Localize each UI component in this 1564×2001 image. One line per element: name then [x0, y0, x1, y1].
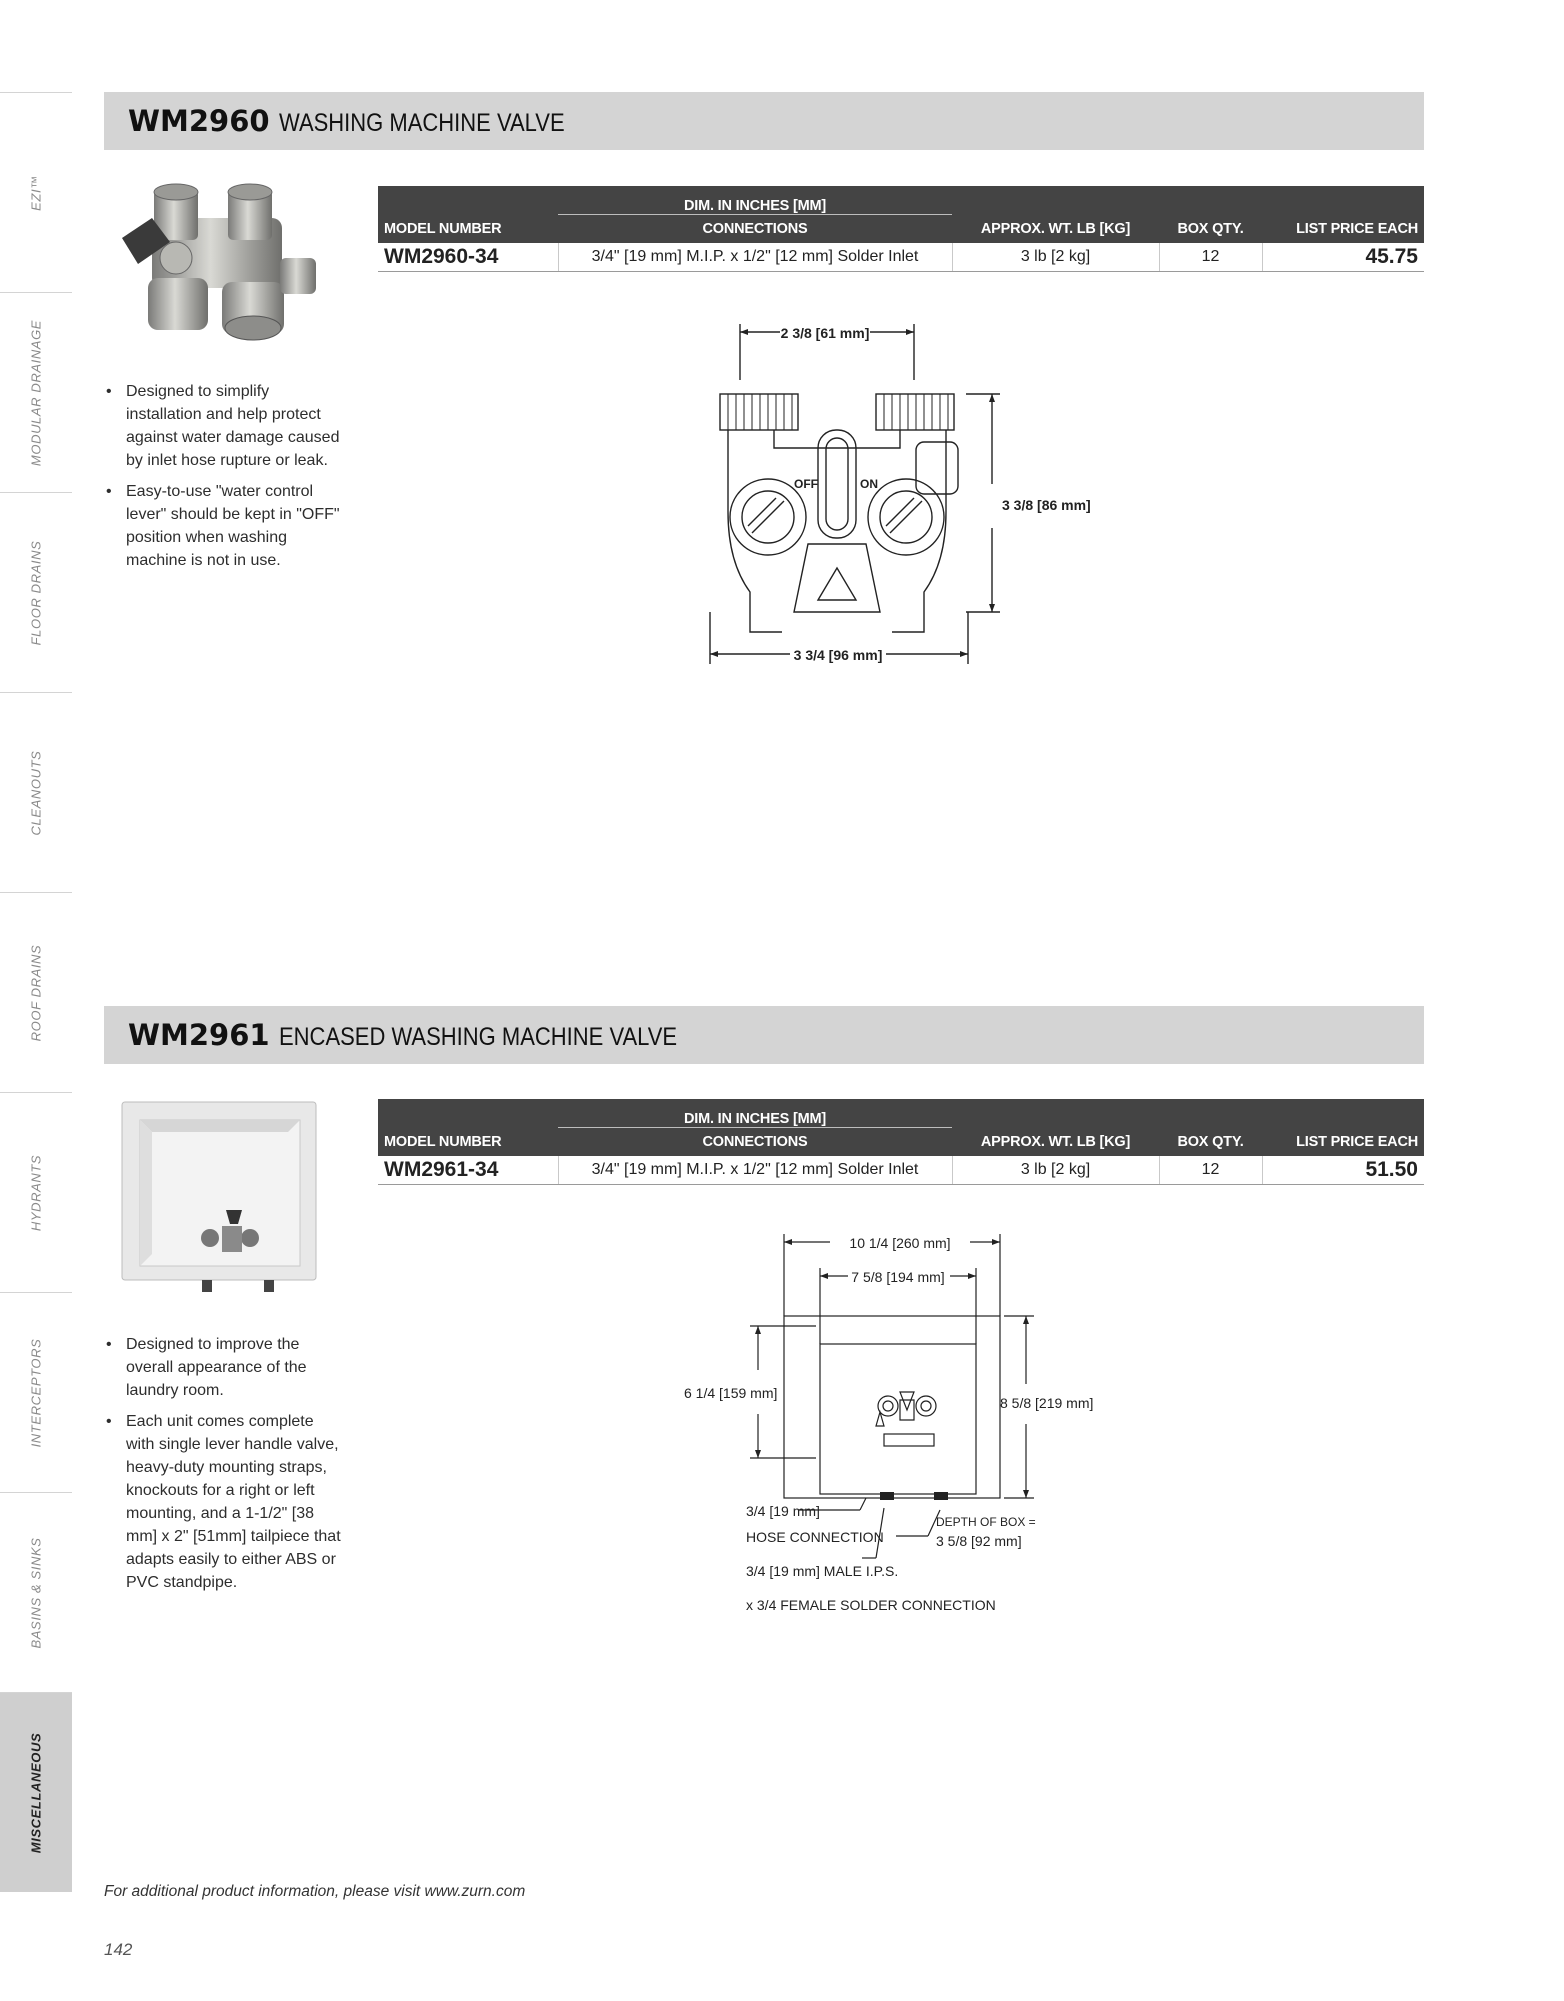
weight-cell: 3 lb [2 kg]: [952, 1156, 1159, 1185]
price-cell: 45.75: [1262, 243, 1424, 272]
feature-item: • Designed to simplify installation and help protect against water damage caused by inlet hose rupture or leak.: [102, 380, 342, 472]
table-header-box-qty: BOX QTY.: [1159, 1128, 1262, 1157]
dimension-label: 3/4 [19 mm]: [746, 1503, 820, 1519]
dimension-drawing-wm2960: [690, 312, 1110, 692]
side-tab-miscellaneous[interactable]: [0, 1692, 72, 1892]
table-header-dim: DIM. IN INCHES [MM]: [558, 1099, 952, 1128]
side-tab-floor-drains[interactable]: [0, 492, 72, 692]
male-ips-label: 3/4 [19 mm] MALE I.P.S.: [746, 1563, 899, 1579]
feature-list-wm2960: [102, 380, 342, 580]
table-header-weight: APPROX. WT. LB [KG]: [952, 215, 1159, 244]
side-tab-label: HYDRANTS: [28, 1154, 44, 1231]
hose-connection-label: HOSE CONNECTION: [746, 1529, 884, 1545]
table-header-connections: CONNECTIONS: [558, 1128, 952, 1157]
side-tab-label: BASINS & SINKS: [28, 1537, 44, 1648]
side-tab-label: ROOF DRAINS: [28, 944, 44, 1041]
side-tab-modular-drainage[interactable]: [0, 292, 72, 492]
dimension-label: 10 1/4 [260 mm]: [849, 1235, 951, 1251]
section-header-wm2960: [104, 92, 1424, 150]
section-model: WM2961: [128, 1018, 270, 1052]
depth-label: DEPTH OF BOX =: [936, 1515, 1036, 1529]
side-tab-interceptors[interactable]: [0, 1292, 72, 1492]
price-cell: 51.50: [1262, 1156, 1424, 1185]
connections-cell: 3/4" [19 mm] M.I.P. x 1/2" [12 mm] Solder Inlet: [558, 1156, 952, 1185]
side-tab-label: EZI™: [28, 174, 44, 211]
side-tab-cleanouts[interactable]: [0, 692, 72, 892]
dimension-label: 3 3/8 [86 mm]: [1002, 497, 1091, 513]
table-header-weight: APPROX. WT. LB [KG]: [952, 1128, 1159, 1157]
table-row: [378, 1156, 1424, 1185]
box-qty-cell: 12: [1159, 243, 1262, 272]
connections-cell: 3/4" [19 mm] M.I.P. x 1/2" [12 mm] Solder Inlet: [558, 243, 952, 272]
side-tab-label: MISCELLANEOUS: [28, 1732, 44, 1853]
dimension-drawing-wm2961: [680, 1220, 1120, 1630]
dimension-label: 7 5/8 [194 mm]: [851, 1269, 945, 1285]
side-tab-label: CLEANOUTS: [28, 750, 44, 835]
depth-value: 3 5/8 [92 mm]: [936, 1533, 1022, 1549]
dimension-label: 6 1/4 [159 mm]: [684, 1385, 778, 1401]
product-photo-wm2960: [112, 178, 324, 348]
side-tab-label: MODULAR DRAINAGE: [28, 319, 44, 466]
section-title: WASHING MACHINE VALVE: [278, 108, 565, 137]
weight-cell: 3 lb [2 kg]: [952, 243, 1159, 272]
feature-item: • Each unit comes complete with single lever handle valve, heavy-duty mounting straps, knockouts for a right or left mounting, and a 1-1/2" [38 mm] x 2" [51mm] tailpiece that adapts easily to either ABS or PVC standpipe.: [102, 1410, 342, 1594]
dimension-label: 2 3/8 [61 mm]: [780, 325, 870, 341]
table-header-box-qty: BOX QTY.: [1159, 215, 1262, 244]
side-navigation: [0, 92, 72, 1892]
side-tab-ezi[interactable]: [0, 92, 72, 292]
valve-on-label: ON: [860, 477, 878, 491]
model-number-cell: WM2961-34: [378, 1156, 558, 1185]
footer-note: For additional product information, please visit www.zurn.com: [104, 1883, 526, 1900]
section-header-wm2961: [104, 1006, 1424, 1064]
product-photo-wm2961: [118, 1098, 320, 1298]
spec-table-wm2960: [378, 186, 1424, 272]
model-number-cell: WM2960-34: [378, 243, 558, 272]
table-header-price: LIST PRICE EACH: [1262, 215, 1424, 244]
spec-table-wm2961: [378, 1099, 1424, 1185]
valve-off-label: OFF: [794, 477, 818, 491]
side-tab-label: FLOOR DRAINS: [28, 540, 44, 645]
dimension-label: 8 5/8 [219 mm]: [1000, 1395, 1094, 1411]
female-solder-label: x 3/4 FEMALE SOLDER CONNECTION: [746, 1597, 996, 1613]
table-header-model: MODEL NUMBER: [378, 1128, 558, 1157]
page-number: 142: [104, 1940, 133, 1959]
section-model: WM2960: [128, 104, 270, 138]
dimension-label: 3 3/4 [96 mm]: [793, 647, 883, 663]
section-title: ENCASED WASHING MACHINE VALVE: [278, 1022, 677, 1051]
side-tab-basins-sinks[interactable]: [0, 1492, 72, 1692]
side-tab-label: INTERCEPTORS: [28, 1338, 44, 1447]
table-header-dim: DIM. IN INCHES [MM]: [558, 186, 952, 215]
table-header-connections: CONNECTIONS: [558, 215, 952, 244]
side-tab-hydrants[interactable]: [0, 1092, 72, 1292]
feature-item: • Designed to improve the overall appearance of the laundry room.: [102, 1333, 342, 1402]
feature-list-wm2961: [102, 1333, 342, 1602]
table-header-price: LIST PRICE EACH: [1262, 1128, 1424, 1157]
table-row: [378, 243, 1424, 272]
box-qty-cell: 12: [1159, 1156, 1262, 1185]
table-header-model: MODEL NUMBER: [378, 215, 558, 244]
side-tab-roof-drains[interactable]: [0, 892, 72, 1092]
feature-item: • Easy-to-use "water control lever" should be kept in "OFF" position when washing machine is not in use.: [102, 480, 342, 572]
